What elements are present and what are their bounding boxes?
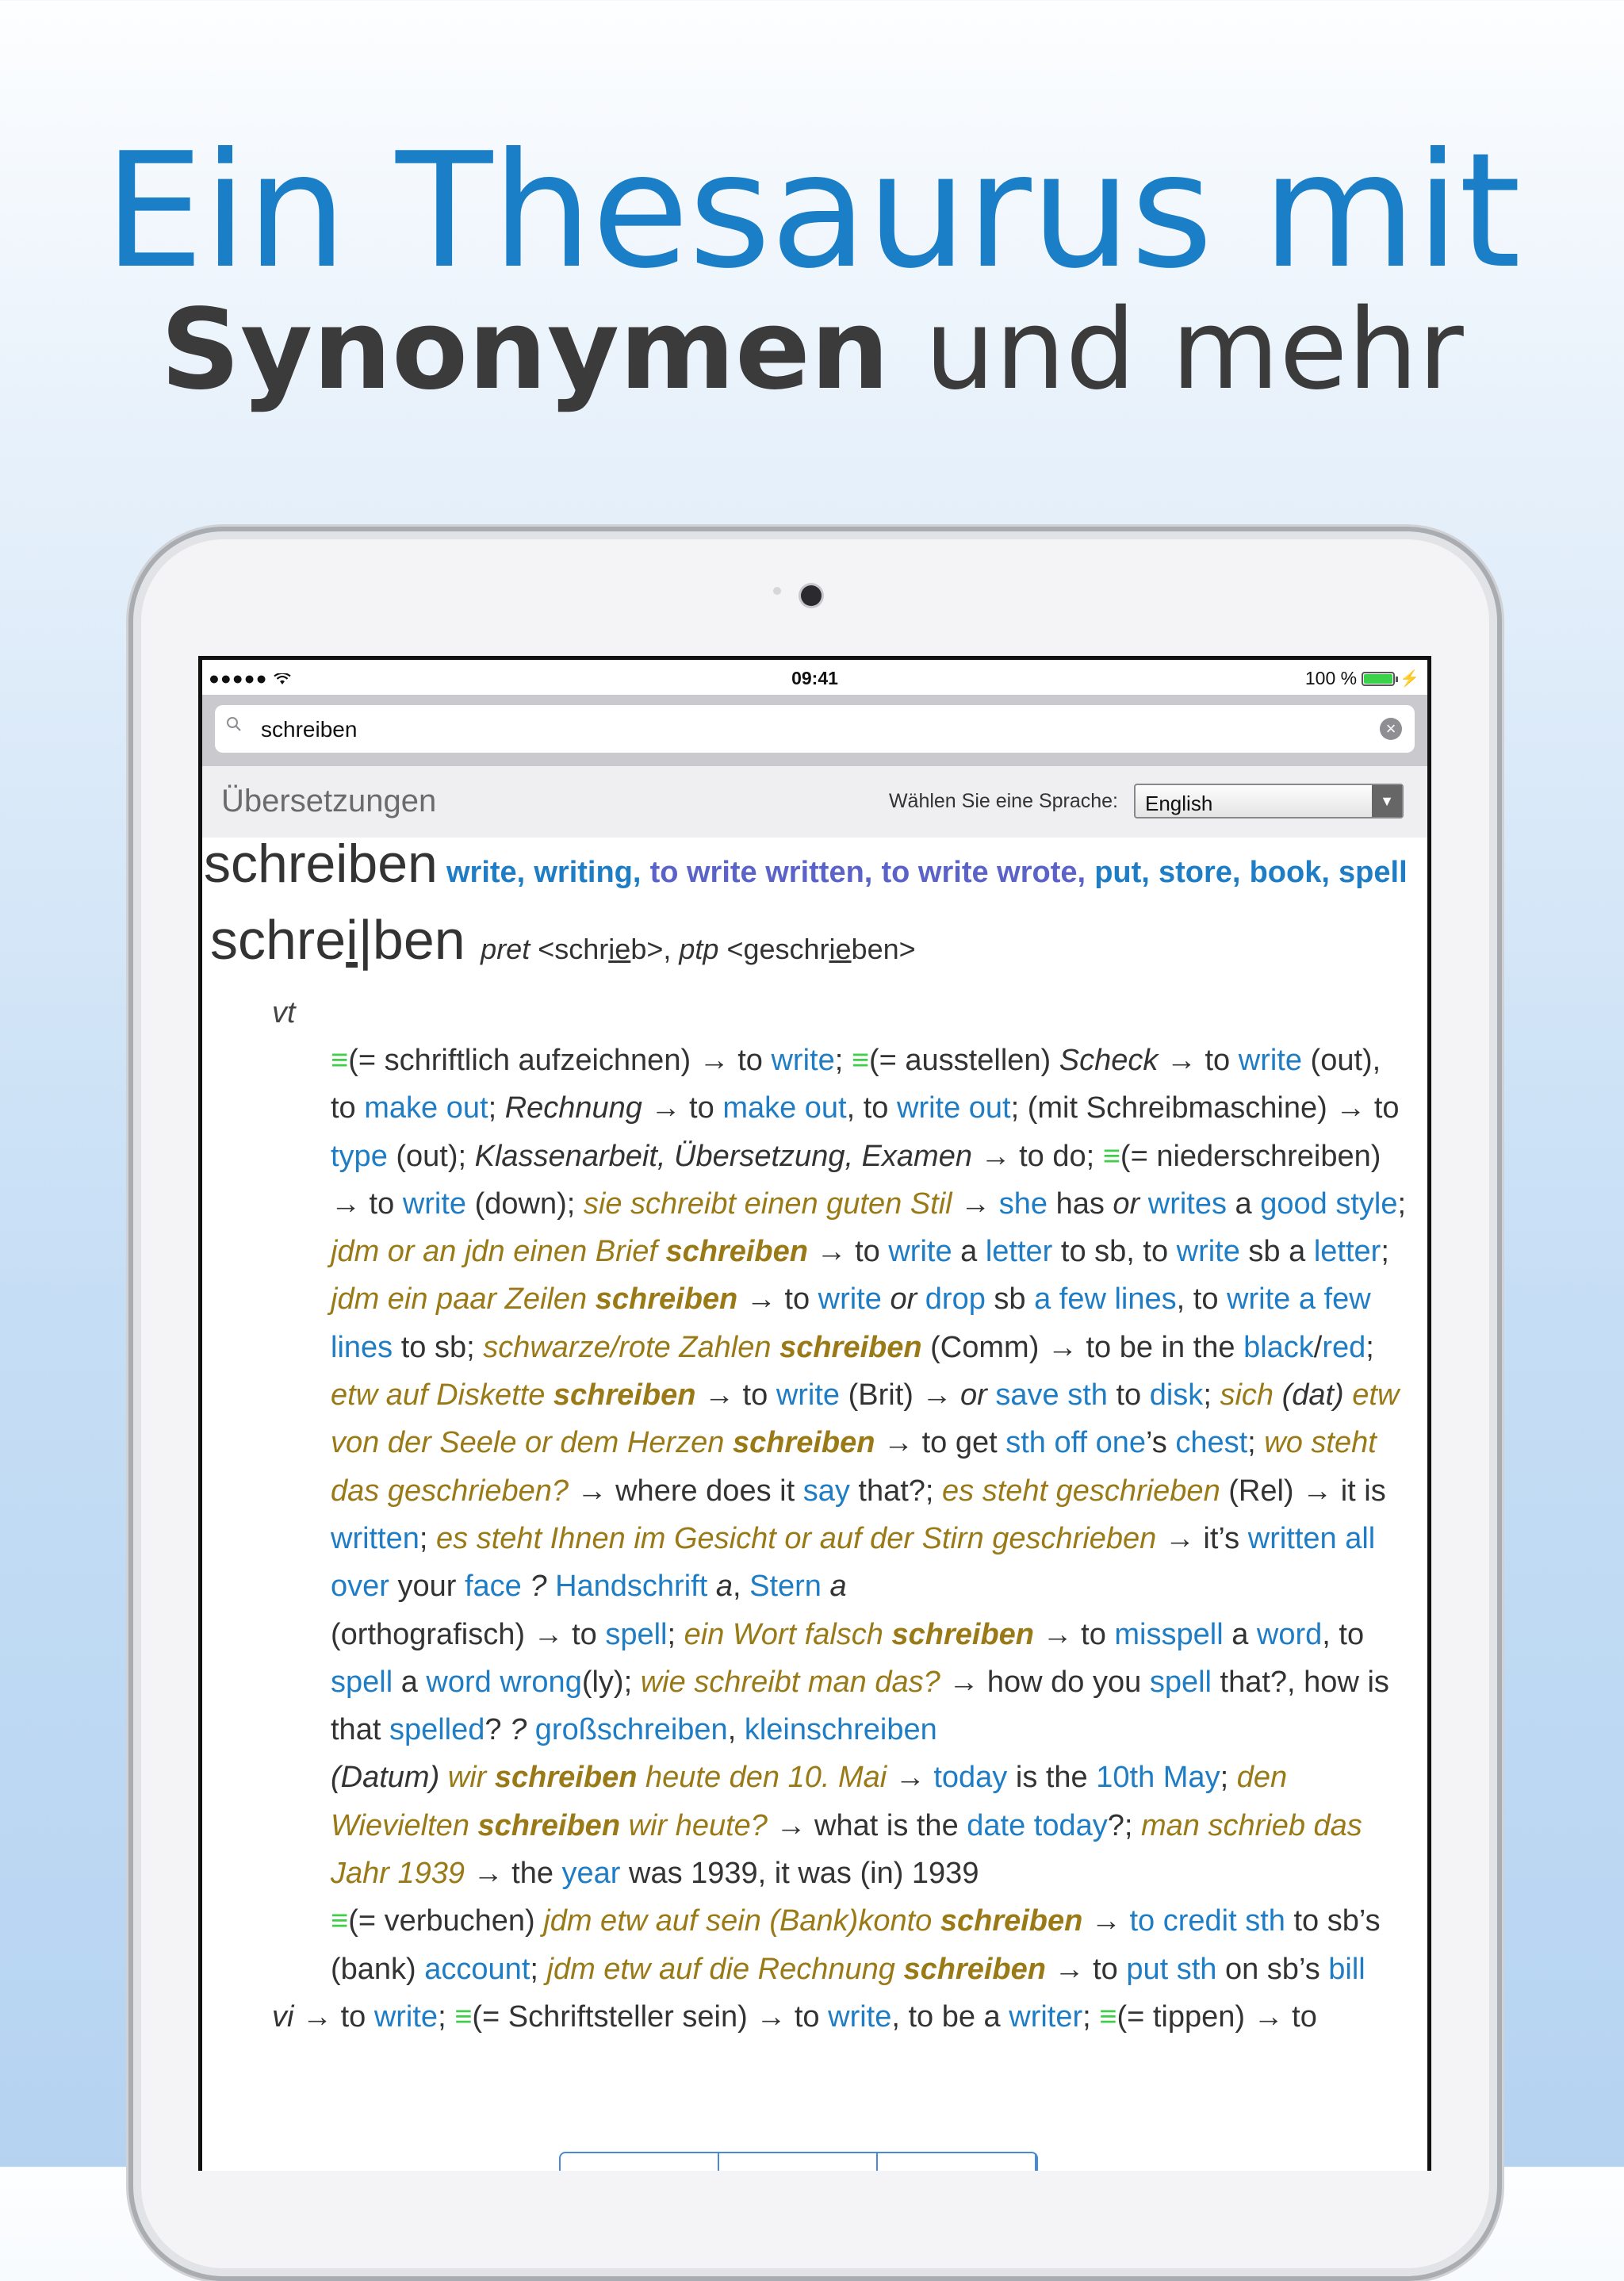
search-input[interactable] bbox=[259, 713, 1293, 746]
summary-headword: schreiben bbox=[204, 834, 438, 894]
status-bar bbox=[202, 660, 1427, 695]
summary-translation[interactable]: to write written, bbox=[649, 856, 873, 889]
entry-headword: schrei|ben pret <schrieb>, ptp <geschrieben> bbox=[210, 909, 916, 971]
sense-block: ≡(= schriftlich aufzeichnen) → to write; ≡(= ausstellen) Scheck → to write (out), to make out; Rechnung → to make out, to write out; (mit Schreibmaschine) → to type (out); Klassenarbeit, Übersetzung, Examen → to do; ≡(= niederschreiben) → to write (down); sie schreibt einen guten Stil → she has or writes a good style; jdm or an jdn einen Brief schreiben → to write a letter to sb, to write sb a letter; jdm ein paar Zeilen schreiben → to write or drop sb a few lines, to write a few lines to sb; schwarze/rote Zahlen schreiben (Comm) → to be in the black/red; etw auf Diskette schreiben → to write (Brit) → or save sth to disk; sich (dat) etw von der Seele or dem Herzen schreiben → to get sth off one’s chest; wo steht das geschrieben? → where does it say that?; es steht geschrieben (Rel) → it is written; es steht Ihnen im Gesicht or auf der Stirn geschrieben → it’s written all over your face ? Handschrift a, Stern a (orthografisch) → to spell; ein Wort falsch schreiben → to misspell a word, to spell a word wrong(ly); wie schreibt man das? → how do you spell that?, how is that spelled? ? großschreiben, kleinschreiben (Datum) wir schreiben heute den 10. Mai → today is the 10th May; den Wievielten schreiben wir heute? → what is the date today?; man schrieb das Jahr 1939 → the year was 1939, it was (in) 1939 ≡(= verbuchen) jdm etw auf sein (Bank)konto schreiben → to credit sth to sb’s (bank) account; jdm etw auf die Rechnung schreiben → to put sth on sb’s bill bbox=[331, 1044, 1407, 1986]
search-field[interactable] bbox=[215, 705, 1415, 753]
search-bar bbox=[202, 695, 1427, 766]
entry-content bbox=[202, 834, 1427, 2041]
app-screen bbox=[198, 656, 1431, 2171]
battery-percent: 100 % bbox=[1304, 668, 1358, 688]
list-icon: ≡ bbox=[1099, 1999, 1117, 2034]
summary-translation[interactable]: put, bbox=[1094, 856, 1150, 889]
list-icon: ≡ bbox=[331, 1044, 349, 1077]
list-icon: ≡ bbox=[331, 1904, 349, 1938]
bolt-icon: ⚡ bbox=[1400, 670, 1419, 688]
search-icon bbox=[226, 716, 242, 732]
status-time: 09:41 bbox=[791, 668, 838, 688]
section-title: Übersetzungen bbox=[221, 784, 437, 818]
summary-translation[interactable]: to write wrote, bbox=[881, 856, 1086, 889]
headline-subtitle bbox=[0, 286, 1624, 415]
language-select[interactable] bbox=[1134, 784, 1404, 818]
summary-translation[interactable]: spell bbox=[1339, 856, 1408, 889]
signal-dots: ●●●●● bbox=[209, 668, 268, 688]
list-icon: ≡ bbox=[454, 1999, 473, 2034]
clear-icon[interactable]: × bbox=[1380, 718, 1402, 740]
summary-translation[interactable]: store, bbox=[1158, 856, 1241, 889]
entry-grammar: pret <schrieb>, ptp <geschrieben> bbox=[481, 933, 916, 965]
summary-translation[interactable]: book, bbox=[1249, 856, 1330, 889]
section-header bbox=[202, 766, 1427, 838]
part-of-speech-vt: vt bbox=[272, 996, 296, 1029]
front-camera bbox=[801, 585, 822, 606]
list-icon: ≡ bbox=[851, 1044, 870, 1077]
headline-title: Ein Thesaurus mit bbox=[103, 119, 1521, 304]
list-icon: ≡ bbox=[1102, 1139, 1120, 1173]
headline-subtitle-bold: Synonymen bbox=[160, 286, 890, 415]
battery-icon bbox=[1362, 672, 1395, 686]
headline-subtitle-rest: und mehr bbox=[925, 286, 1464, 415]
language-label: Wählen Sie eine Sprache: bbox=[888, 790, 1118, 812]
battery-status bbox=[1305, 668, 1419, 689]
language-value: English bbox=[1145, 792, 1213, 815]
chevron-down-icon: ▼ bbox=[1372, 785, 1402, 817]
sense-block-vi: vi → to write; ≡(= Schriftsteller sein) → to write, to be a writer; ≡(= tippen) → to bbox=[272, 1999, 1317, 2034]
segmented-control[interactable] bbox=[559, 2152, 1038, 2171]
summary-line bbox=[202, 834, 1427, 897]
summary-translation[interactable]: write, bbox=[446, 856, 526, 889]
summary-translation[interactable]: writing, bbox=[534, 856, 642, 889]
front-sensor bbox=[773, 587, 781, 595]
